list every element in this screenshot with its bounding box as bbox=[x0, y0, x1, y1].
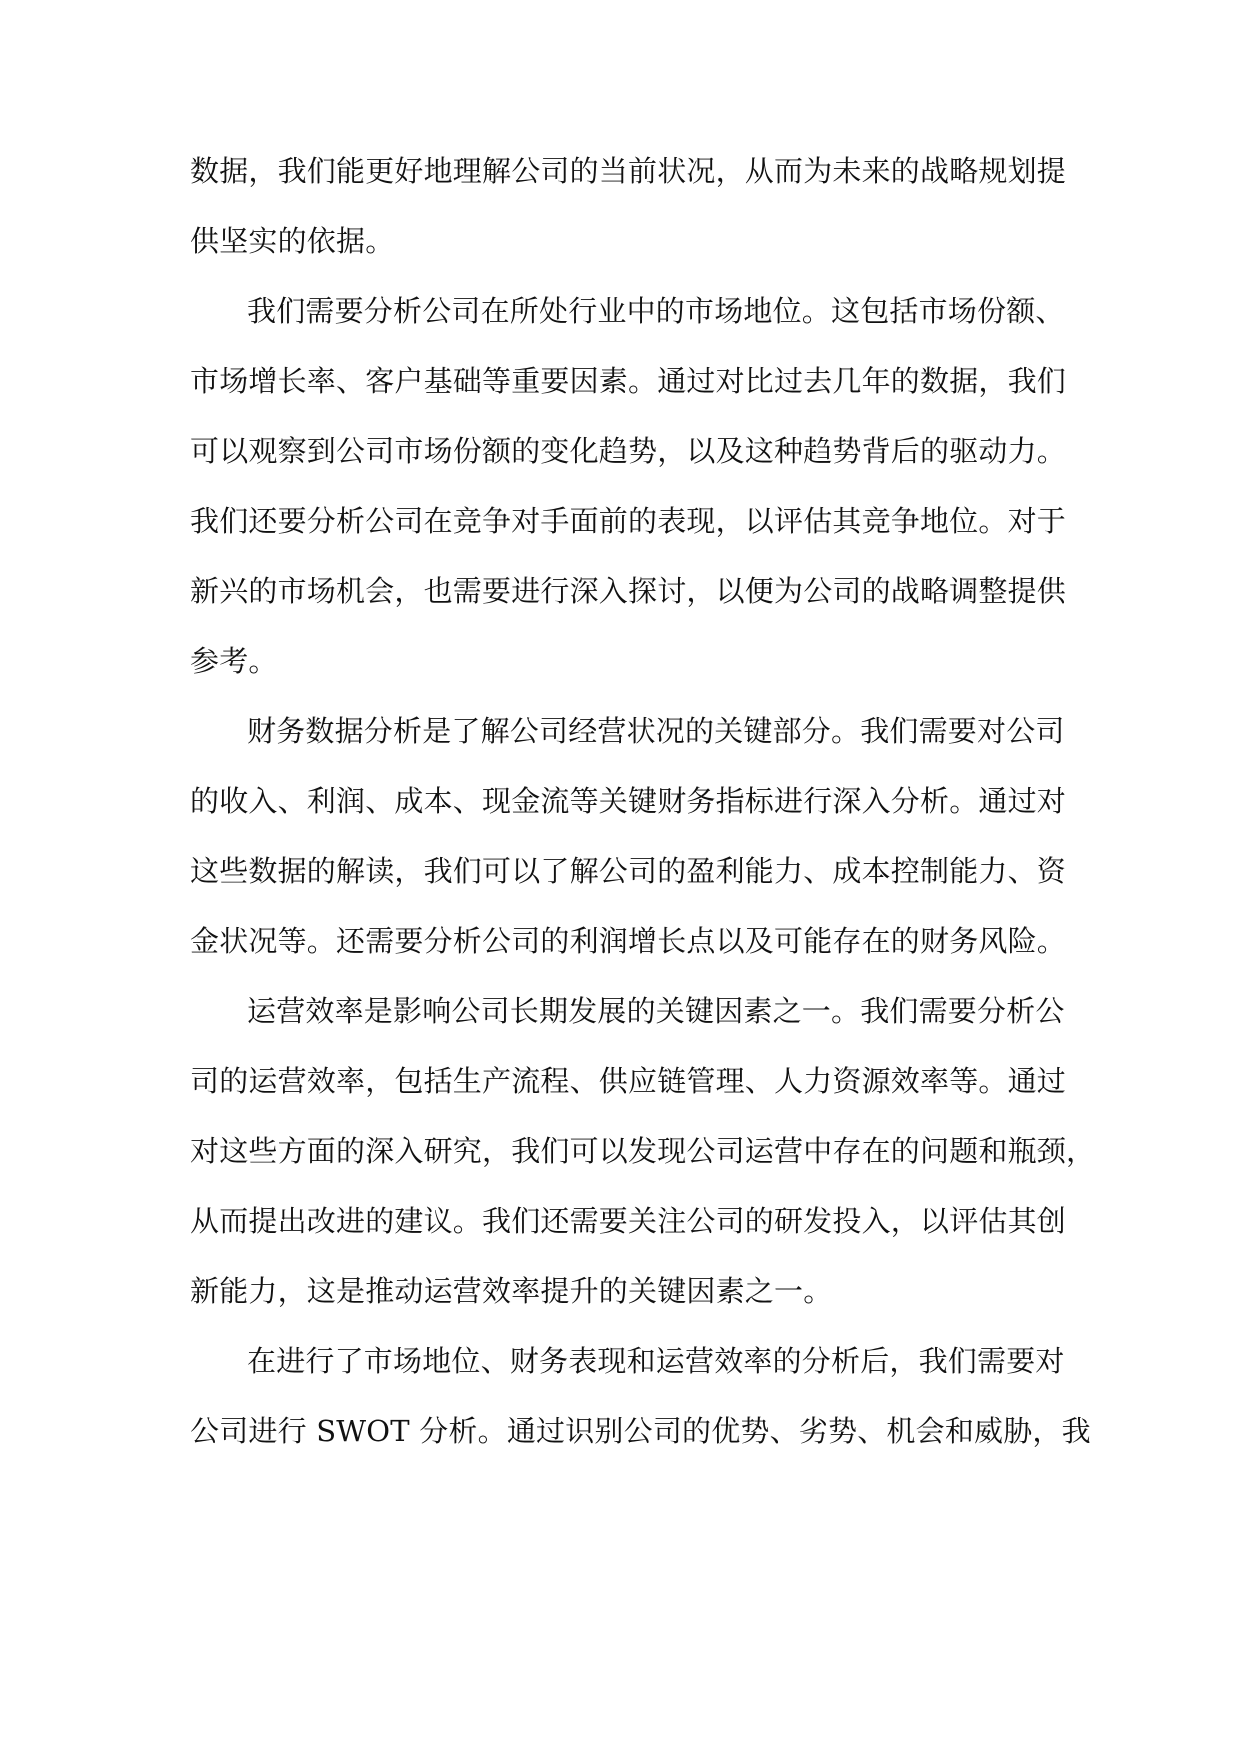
text-line: 金状况等。还需要分析公司的利润增长点以及可能存在的财务风险。 bbox=[190, 924, 1067, 958]
text-line: 新兴的市场机会，也需要进行深入探讨，以便为公司的战略调整提供 bbox=[190, 574, 1067, 608]
text-line: 市场增长率、客户基础等重要因素。通过对比过去几年的数据，我们 bbox=[190, 364, 1067, 398]
text-line: 对这些方面的深入研究，我们可以发现公司运营中存在的问题和瓶颈， bbox=[190, 1134, 1096, 1168]
text-line: 供坚实的依据。 bbox=[190, 224, 395, 258]
text-line: 这些数据的解读，我们可以了解公司的盈利能力、成本控制能力、资 bbox=[190, 854, 1067, 888]
text-line: 新能力，这是推动运营效率提升的关键因素之一。 bbox=[190, 1274, 833, 1308]
text-line: 公司进行 SWOT 分析。通过识别公司的优势、劣势、机会和威胁，我 bbox=[190, 1414, 1091, 1448]
body-text bbox=[190, 142, 1096, 1472]
paragraph-start-line: 我们需要分析公司在所处行业中的市场地位。这包括市场份额、 bbox=[247, 294, 1065, 328]
text-line: 司的运营效率，包括生产流程、供应链管理、人力资源效率等。通过 bbox=[190, 1064, 1067, 1098]
text-line: 可以观察到公司市场份额的变化趋势，以及这种趋势背后的驱动力。 bbox=[190, 434, 1067, 468]
paragraph-start-line: 在进行了市场地位、财务表现和运营效率的分析后，我们需要对 bbox=[247, 1344, 1065, 1378]
text-line: 数据，我们能更好地理解公司的当前状况，从而为未来的战略规划提 bbox=[190, 154, 1067, 188]
paragraph-start-line: 财务数据分析是了解公司经营状况的关键部分。我们需要对公司 bbox=[247, 714, 1065, 748]
text-line: 从而提出改进的建议。我们还需要关注公司的研发投入，以评估其创 bbox=[190, 1204, 1067, 1238]
text-line: 参考。 bbox=[190, 644, 278, 678]
text-line: 我们还要分析公司在竞争对手面前的表现，以评估其竞争地位。对于 bbox=[190, 504, 1067, 538]
text-line: 的收入、利润、成本、现金流等关键财务指标进行深入分析。通过对 bbox=[190, 784, 1067, 818]
paragraph-start-line: 运营效率是影响公司长期发展的关键因素之一。我们需要分析公 bbox=[247, 994, 1065, 1028]
